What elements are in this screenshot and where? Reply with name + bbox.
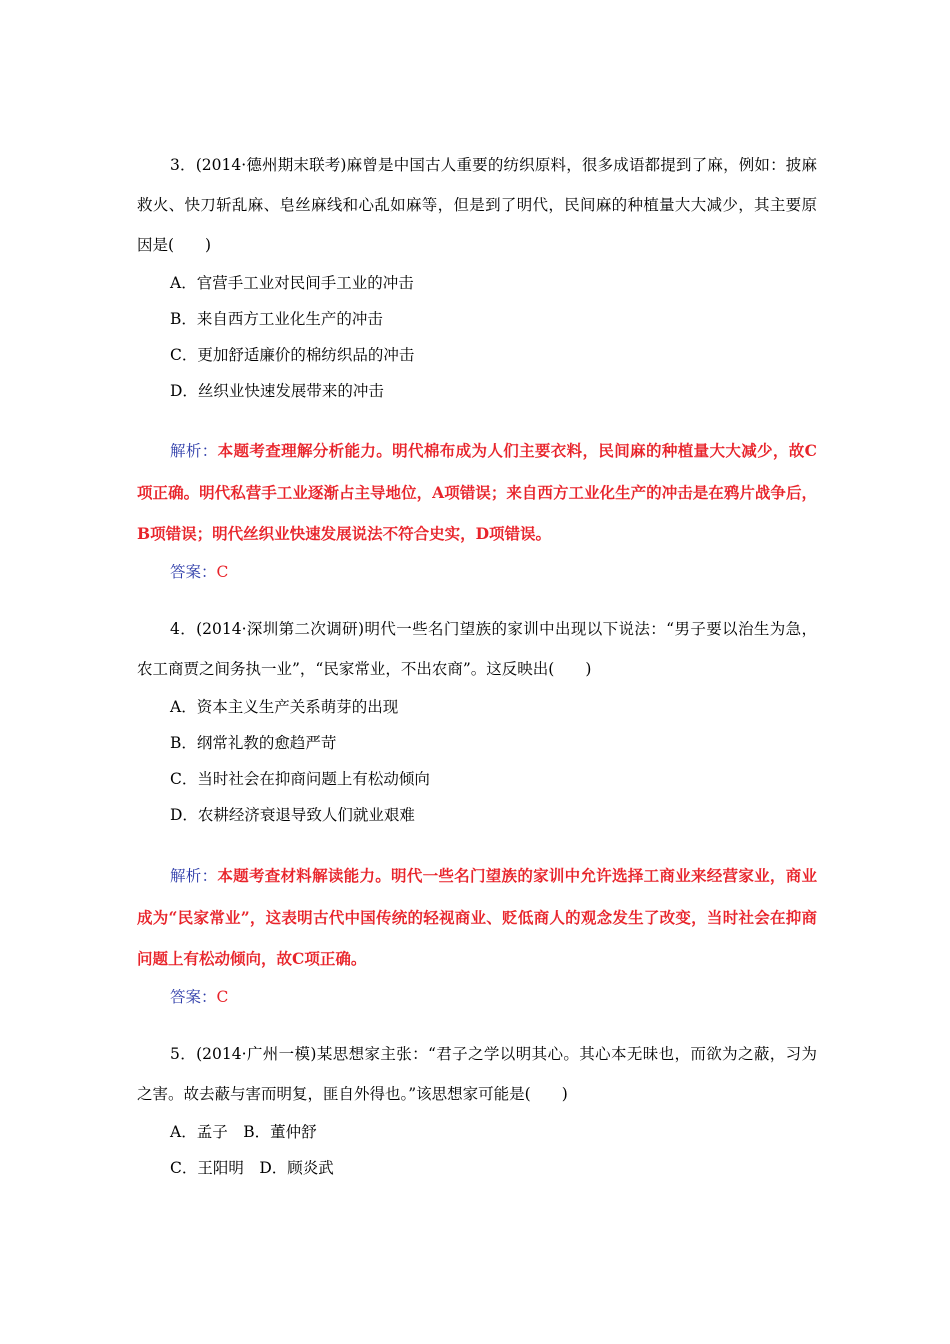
analysis-3 [137, 430, 817, 590]
question-4 [137, 609, 817, 833]
question-stem: 4．(2014·深圳第二次调研)明代一些名门望族的家训中出现以下说法：“男子要以治生为急，农工商贾之间务执一业”，“民家常业，不出农商”。这反映出( ) [137, 620, 817, 678]
analysis-4 [137, 855, 817, 1015]
analysis-label: 解析： [170, 442, 218, 460]
analysis-text [137, 430, 817, 554]
answer-value: C [216, 988, 229, 1006]
option-a: A．官营手工业对民间手工业的冲击 [170, 274, 414, 292]
answer-label: 答案： [170, 563, 217, 581]
option-d: D．农耕经济衰退导致人们就业艰难 [170, 806, 415, 824]
option-c: C．更加舒适廉价的棉纺织品的冲击 [170, 346, 415, 364]
answer-label: 答案： [170, 988, 217, 1006]
question-stem: 3．(2014·德州期末联考)麻曾是中国古人重要的纺织原料，很多成语都提到了麻，例如：披麻救火、快刀斩乱麻、皂丝麻线和心乱如麻等，但是到了明代，民间麻的种植量大大减少，其主要原因是( ) [137, 156, 817, 254]
option-a: A．资本主义生产关系萌芽的出现 [170, 698, 399, 716]
option-b: B．纲常礼教的愈趋严苛 [170, 734, 337, 752]
analysis-label: 解析： [170, 867, 218, 885]
option-c: C．当时社会在抑商问题上有松动倾向 [170, 770, 430, 788]
analysis-body: 本题考查材料解读能力。明代一些名门望族的家训中允许选择工商业来经营家业，商业成为“民家常业”，这表明古代中国传统的轻视商业、贬低商人的观念发生了改变，当时社会在抑商问题上有松动倾向，故C项正确。 [137, 866, 817, 968]
analysis-body: 本题考查理解分析能力。明代棉布成为人们主要衣料，民间麻的种植量大大减少，故C项正确。明代私营手工业逐渐占主导地位，A项错误；来自西方工业化生产的冲击是在鸦片战争后，B项错误；明代丝织业快速发展说法不符合史实，D项错误。 [137, 441, 817, 543]
question-3 [137, 145, 817, 409]
question-5 [137, 1034, 817, 1186]
answer-line [137, 979, 817, 1015]
option-b: B．来自西方工业化生产的冲击 [170, 310, 383, 328]
option-ab: A．孟子 B．董仲舒 [170, 1123, 317, 1141]
option-cd: C．王阳明 D．顾炎武 [170, 1159, 334, 1177]
question-stem: 5．(2014·广州一模)某思想家主张：“君子之学以明其心。其心本无昧也，而欲为之蔽，习为之害。故去蔽与害而明复，匪自外得也。”该思想家可能是( ) [137, 1045, 817, 1103]
answer-line [137, 554, 817, 590]
answer-value: C [216, 563, 229, 581]
option-d: D．丝织业快速发展带来的冲击 [170, 382, 384, 400]
analysis-text [137, 855, 817, 979]
